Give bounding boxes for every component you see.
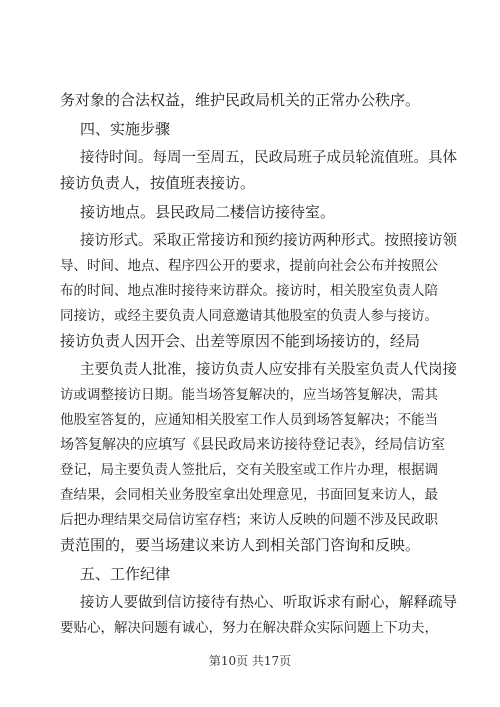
section-heading: 五、工作纪律: [80, 565, 171, 583]
page-number: 第10页 共17页: [208, 654, 292, 668]
text-line: 查结果，会同相关业务股室拿出处理意见，书面回复来访人，最: [60, 487, 438, 503]
text-line: 要贴心，解决问题有诚心，努力在解决群众实际问题上下功夫，: [60, 620, 438, 636]
text-line: 接访负责人，按值班表接访。: [60, 174, 256, 192]
text-line: 登记，局主要负责人签批后，交有关股室或工作片办理，根据调: [60, 462, 438, 478]
text-line: 接访地点。县民政局二楼信访接待室。: [80, 203, 336, 221]
text-line: 责范围的，要当场建议来访人到相关部门咨询和反映。: [60, 536, 421, 554]
text-line: 布的时间、地点准时接待来访群众。接访时，相关股室负责人陪: [60, 283, 438, 299]
text-line: 同接访，或经主要负责人同意邀请其他股室的负责人参与接访。: [60, 308, 438, 324]
text-line: 接访人要做到信访接待有热心、听取诉求有耐心，解释疏导: [80, 595, 457, 611]
text-line: 后把办理结果交局信访室存档；来访人反映的问题不涉及民政职: [60, 512, 438, 528]
text-line: 他股室答复的，应通知相关股室工作人员到场答复解决；不能当: [60, 412, 438, 428]
text-line: 场答复解决的应填写《县民政局来访接待登记表》，经局信访室: [60, 437, 445, 453]
text-line: 导、时间、地点、程序四公开的要求，提前向社会公布并按照公: [60, 258, 438, 274]
section-heading: 四、实施步骤: [80, 120, 171, 138]
text-line: 务对象的合法权益，维护民政局机关的正常办公秩序。: [60, 91, 421, 109]
text-line: 接待时间。每周一至周五，民政局班子成员轮流值班。具体: [80, 150, 457, 166]
text-line: 主要负责人批准，接访负责人应安排有关股室负责人代岗接: [80, 362, 457, 378]
text-line: 接访负责人因开会、出差等原因不能到场接访的，经局: [60, 332, 421, 350]
text-line: 接访形式。采取正常接访和预约接访两种形式。按照接访领: [80, 233, 457, 249]
text-line: 访或调整接访日期。能当场答复解决的，应当场答复解决，需其: [60, 387, 438, 403]
